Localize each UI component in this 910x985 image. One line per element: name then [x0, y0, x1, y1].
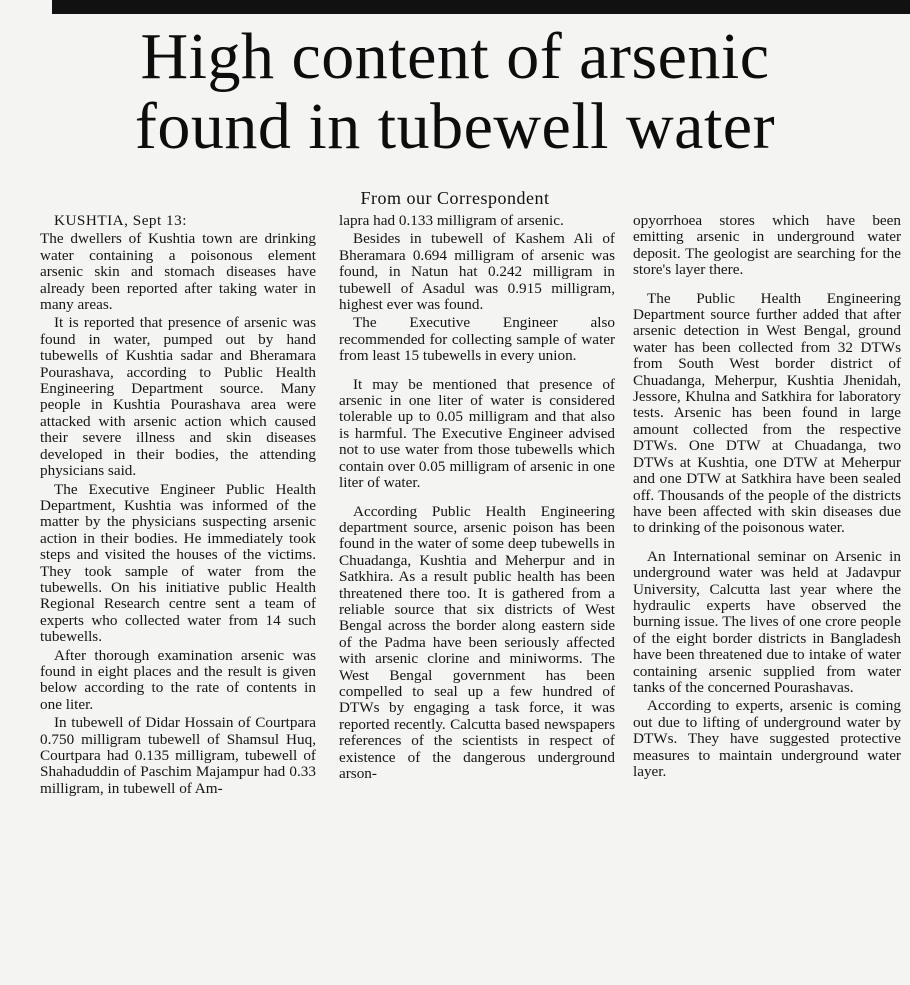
paragraph: opyorrhoea stores which have been emitting arsenic in underground water deposit. The geologist are searching for the store's layer there.	[633, 212, 901, 279]
paragraph: It is reported that presence of arsenic was found in water, pumped out by hand tubewells of Kushtia sadar and Bheramara Pourashava, according to Public Health Engineering Department source. Many people in Kushtia Pourashava area were attacked with arsenic action which caused their severe illness and skin diseases developed in their bodies, the attending physicians said.	[40, 314, 316, 480]
column-2	[339, 213, 615, 784]
paragraph: According to experts, arsenic is coming out due to lifting of underground water by DTWs. They have suggested protective measures to maintain underground water layer.	[633, 697, 901, 780]
paragraph: The dwellers of Kushtia town are drinking water containing a poisonous element arsenic skin and stomach diseases have already been reported after taking water in many areas.	[40, 230, 316, 314]
paragraph: The Executive Engineer also recommended for collecting sample of water from least 15 tubewells in every union.	[339, 314, 615, 365]
paragraph: An International seminar on Arsenic in underground water was held at Jadavpur University, Calcutta last year where the hydraulic experts have observed the burning issue. The lives of one crore people of the eight border districts in Bangladesh have been threatened due to intake of water containing arsenic supplied from water tanks of the concerned Pourashavas.	[633, 547, 901, 696]
paragraph: According Public Health Engineering department source, arsenic poison has been found in the water of some deep tubewells in Chuadanga, Kushtia and Meherpur and in Satkhira. As a result public health has been threatened there too. It is gathered from a reliable source that six districts of West Bengal across the border along eastern side of the Padma have been seriously affected with arsenic clorine and miniworms. The West Bengal government has been compelled to seal up a few hundred of DTWs by engaging a task force, it was reported recently. Calcutta based newspapers references of the scientists in respect of existence of the dangerous underground arson-	[339, 502, 615, 782]
column-3	[633, 213, 901, 782]
paragraph: In tubewell of Didar Hossain of Courtpara 0.750 milligram tubewell of Shamsul Huq, Courtpara had 0.135 milligram, tubewell of Shahaduddin of Paschim Majampur had 0.33 milligram, in tubewell of Am-	[40, 714, 316, 797]
headline	[0, 22, 910, 162]
paragraph: The Public Health Engineering Department source further added that after arsenic detection in West Bengal, ground water has been collected from 32 DTWs from South West border district of Chuadanga, Meherpur, Kushtia Jhenidah, Jessore, Khulna and Satkhira for laboratory tests. Arsenic has been found in large amount collected from the respective DTWs. One DTW at Chuadanga, two DTWs at Kushtia, one DTW at Meherpur and one DTW at Satkhira have been sealed off. Thousands of the people of the districts have been affected with skin diseases due to drinking of the poisonous water.	[633, 289, 901, 537]
paragraph: After thorough examination arsenic was found in eight places and the result is given below according to the rate of contents in one liter.	[40, 646, 316, 713]
dateline: KUSHTIA, Sept 13:	[54, 212, 187, 229]
headline-line-1: High content of arsenic	[140, 20, 770, 93]
paragraph	[40, 213, 316, 229]
paragraph: The Executive Engineer Public Health Department, Kushtia was informed of the matter by the physicians suspecting arsenic action in their bodies. He immediately took steps and visited the houses of the victims. They took sample of water from the tubewells. On his initiative public Health Regional Research centre sent a team of experts who collected water from 14 such tubewells.	[40, 480, 316, 646]
paragraph: lapra had 0.133 milligram of arsenic.	[339, 212, 564, 229]
column-1	[40, 213, 316, 799]
paragraph: Besides in tubewell of Kashem Ali of Bheramara 0.694 milligram of arsenic was found, in Natun hat 0.242 milligram in tubewell of Asadul was 0.915 milligram, highest ever was found.	[339, 230, 615, 314]
paragraph: It may be mentioned that presence of arsenic in one liter of water is considered tolerable up to 0.05 milligram and that also is harmful. The Executive Engineer advised not to use water from those tubewells which contain over 0.05 milligram of arsenic in one liter of water.	[339, 375, 615, 492]
top-rule	[52, 0, 910, 14]
headline-line-2: found in tubewell water	[134, 90, 776, 163]
byline: From our Correspondent	[360, 188, 550, 208]
